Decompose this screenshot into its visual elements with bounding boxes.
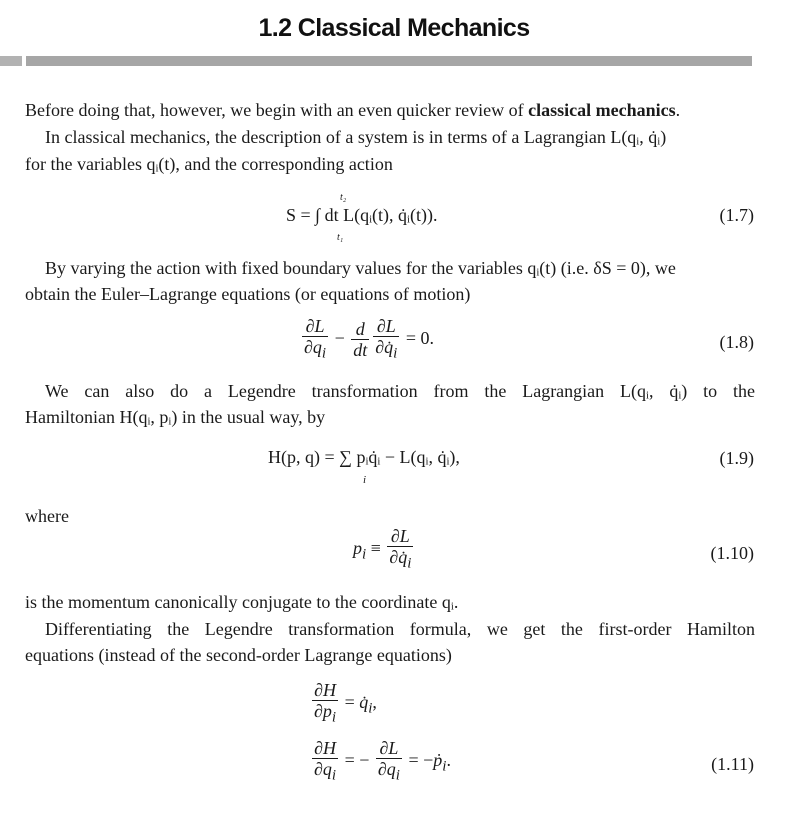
- integral-upper-limit: t₂: [340, 192, 347, 203]
- paragraph-lagrangian-line2: for the variables qᵢ(t), and the corresponding action: [25, 154, 393, 174]
- equation-1-9: H(p, q) = ∑ pᵢq̇ᵢ − L(qᵢ, q̇ᵢ),: [268, 447, 460, 467]
- paragraph-variation-line2: obtain the Euler–Lagrange equations (or equations of motion): [25, 284, 471, 304]
- paragraph-legendre-line2: Hamiltonian H(qᵢ, pᵢ) in the usual way, by: [25, 407, 326, 427]
- paragraph-intro: Before doing that, however, we begin with an even quicker review of classical mechanics.: [25, 100, 681, 120]
- equation-1-8: $\frac{\partial L}{\partial q_i}$ − $\frac{d}{dt}$ $\frac{\partial L}{\partial q̇_i}$ = 0.: [304, 316, 434, 362]
- equation-number-1-10: (1.10): [710, 543, 754, 563]
- section-title: 1.2 Classical Mechanics: [258, 14, 530, 42]
- equation-1-10: $p_i$ ≡ $\frac{\partial L}{\partial q̇_i}$: [353, 526, 412, 572]
- title-rule-left: [0, 56, 22, 66]
- paragraph-momentum: is the momentum canonically conjugate to the coordinate qᵢ.: [25, 592, 459, 612]
- equation-number-1-11: (1.11): [711, 754, 754, 774]
- paragraph-variation-line1: By varying the action with fixed boundary values for the variables qᵢ(t) (i.e. δS = 0), we: [45, 258, 676, 278]
- where-text: where: [25, 506, 69, 526]
- paragraph-lagrangian-line1: In classical mechanics, the description of a system is in terms of a Lagrangian L(qᵢ, q̇ᵢ): [45, 127, 667, 147]
- equation-1-7: S = ∫ dt L(qᵢ(t), q̇ᵢ(t)).: [286, 205, 438, 225]
- equation-1-11-first: $\frac{\partial H}{\partial p_i}$ = $q̇_i$,: [314, 680, 377, 726]
- title-rule-right: [26, 56, 752, 66]
- paragraph-legendre-line1: We can also do a Legendre transformation from the Lagrangian L(qᵢ, q̇ᵢ) to the: [45, 381, 755, 401]
- integral-lower-limit: t₁: [337, 232, 344, 243]
- equation-number-1-8: (1.8): [719, 332, 754, 352]
- equation-1-11-second: $\frac{\partial H}{\partial q_i}$ = − $\frac{\partial L}{\partial q_i}$ = −ṗ$_i$.: [314, 738, 451, 784]
- paragraph-hamilton-line2: equations (instead of the second-order Lagrange equations): [25, 645, 452, 665]
- equation-number-1-7: (1.7): [719, 205, 754, 225]
- equation-number-1-9: (1.9): [719, 448, 754, 468]
- sum-index: i: [363, 474, 367, 486]
- paragraph-hamilton-line1: Differentiating the Legendre transformation formula, we get the first-order Hamilton: [45, 619, 755, 639]
